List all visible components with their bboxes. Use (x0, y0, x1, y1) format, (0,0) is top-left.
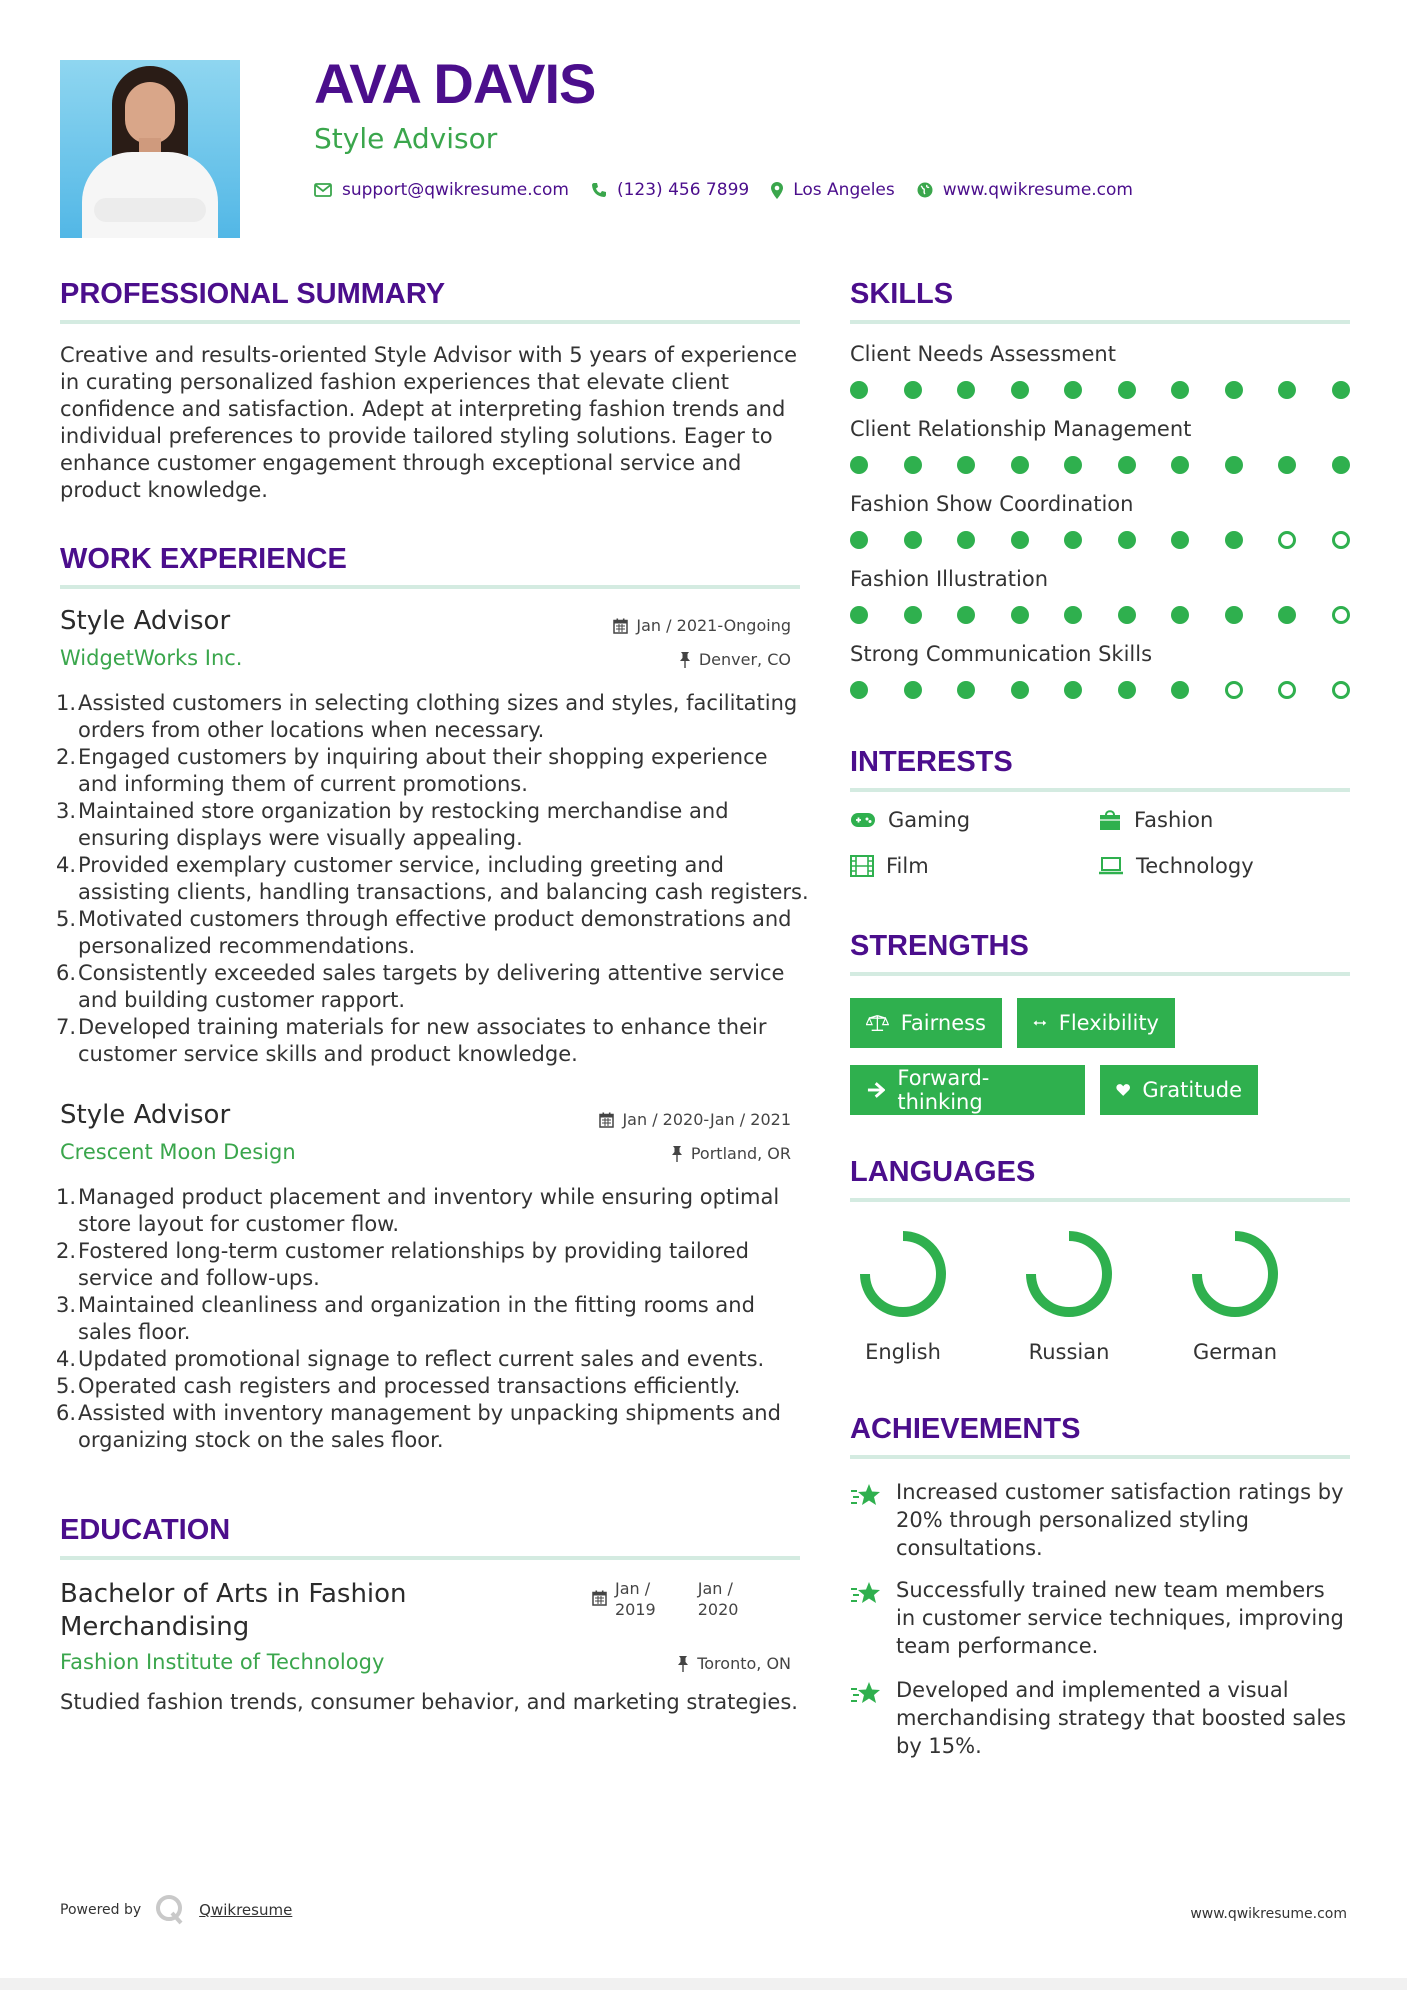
interest-item: Technology (1098, 854, 1254, 878)
job-location-text: Portland, OR (690, 1144, 791, 1163)
job-bullet: 6. Consistently exceeded sales targets by delivering attentive service and building customer rapport. (56, 961, 785, 1012)
skill-dot-filled (1171, 531, 1189, 549)
skill-rating (850, 381, 1350, 403)
skill-dot-filled (1332, 456, 1350, 474)
skill-dot-filled (1064, 531, 1082, 549)
achievements-heading: ACHIEVEMENTS (850, 1413, 1081, 1445)
skill-dot-filled (850, 381, 868, 399)
skill-dot-filled (1225, 381, 1243, 399)
page-bottom-strip (0, 1978, 1407, 1990)
skill-dot-empty (1332, 681, 1350, 699)
gamepad-icon (850, 812, 876, 828)
skill-rating (850, 606, 1350, 628)
heart-icon (1116, 1080, 1130, 1100)
summary-text: Creative and results-oriented Style Advisor with 5 years of experience in curating personalized fashion experiences that elevate client confidence and satisfaction. Adept at interpreting fashion trends and individual preferences to provide tailored styling solutions. Eager to enhance customer engagement through exceptional service and product knowledge. (60, 343, 798, 502)
skill-dot-filled (957, 381, 975, 399)
skill-dot-filled (1064, 456, 1082, 474)
achievement-item: Increased customer satisfaction ratings by 20% through personalized styling consultations. (850, 1478, 1350, 1562)
job-bullet: 2. Engaged customers by inquiring about their shopping experience and informing them of current promotions. (56, 745, 768, 796)
education-description: Studied fashion trends, consumer behavior, and marketing strategies. (60, 1690, 798, 1714)
skill-dot-filled (1011, 606, 1029, 624)
job-company: Crescent Moon Design (60, 1140, 296, 1164)
skill-dot-filled (904, 681, 922, 699)
skill-dot-filled (850, 681, 868, 699)
skill-dot-filled (1118, 381, 1136, 399)
phone-icon (591, 182, 607, 198)
job-location-text: Denver, CO (698, 650, 791, 669)
skill-dot-filled (1011, 681, 1029, 699)
job-dates-text: Jan / 2021-Ongoing (636, 616, 791, 635)
film-icon (850, 855, 874, 877)
education-heading: EDUCATION (60, 1514, 231, 1546)
skill-dot-filled (850, 606, 868, 624)
skill-dot-filled (904, 531, 922, 549)
star-icon (850, 1580, 882, 1608)
job-bullet: 1. Assisted customers in selecting clothing sizes and styles, facilitating orders from other locations when necessary. (56, 691, 798, 742)
skill-dot-filled (1118, 456, 1136, 474)
shopping-bag-icon (1098, 809, 1122, 831)
skill-dot-filled (957, 531, 975, 549)
skills-heading: SKILLS (850, 278, 954, 310)
qwikresume-link[interactable]: Qwikresume (199, 1901, 293, 1919)
degree-title: Bachelor of Arts in Fashion Merchandising (60, 1579, 407, 1642)
skill-dot-filled (1011, 381, 1029, 399)
language-gauge (1023, 1228, 1115, 1320)
summary-heading: PROFESSIONAL SUMMARY (60, 278, 446, 310)
job-bullets (56, 1184, 810, 1454)
profile-photo (60, 60, 240, 238)
job-bullet: 4. Provided exemplary customer service, including greeting and assisting clients, handling transactions, and balancing cash registers. (56, 853, 809, 904)
skill-name: Client Needs Assessment (850, 342, 1116, 366)
job-title: Style Advisor (60, 606, 231, 636)
skill-dot-empty (1332, 606, 1350, 624)
languages-heading: LANGUAGES (850, 1156, 1036, 1188)
contact-location: Los Angeles (793, 180, 895, 200)
skill-dot-filled (1278, 381, 1296, 399)
skill-dot-filled (1225, 606, 1243, 624)
star-icon (850, 1680, 882, 1708)
education-divider (60, 1556, 800, 1560)
strength-tag: Forward-thinking (850, 1065, 1085, 1115)
job-location (671, 1144, 791, 1163)
job-title: Style Advisor (60, 1100, 231, 1130)
skill-dot-filled (1118, 606, 1136, 624)
skill-dot-filled (904, 381, 922, 399)
skill-dot-empty (1278, 531, 1296, 549)
skill-dot-filled (904, 606, 922, 624)
pin-icon (679, 652, 691, 668)
powered-by-text: Powered by (60, 1902, 142, 1918)
skill-dot-filled (957, 606, 975, 624)
job-bullet: 5. Operated cash registers and processed transactions efficiently. (56, 1374, 741, 1398)
contact-bar (314, 178, 1155, 202)
language-item: English (838, 1228, 968, 1364)
pin-icon (677, 1656, 689, 1672)
skill-name: Fashion Illustration (850, 567, 1049, 591)
job-bullet: 1. Managed product placement and inventory while ensuring optimal store layout for customer flow. (56, 1185, 780, 1236)
interests-divider (850, 788, 1350, 792)
strengths-heading: STRENGTHS (850, 930, 1029, 962)
skill-dot-filled (904, 456, 922, 474)
candidate-role: Style Advisor (314, 122, 498, 155)
skill-name: Strong Communication Skills (850, 642, 1153, 666)
skill-rating (850, 531, 1350, 553)
skill-dot-empty (1278, 681, 1296, 699)
skill-name: Fashion Show Coordination (850, 492, 1134, 516)
job-location (679, 650, 791, 669)
job-bullet: 2. Fostered long-term customer relationships by providing tailored service and follow-ups. (56, 1239, 750, 1290)
achievement-item: Developed and implemented a visual merchandising strategy that boosted sales by 15%. (850, 1676, 1350, 1760)
skill-dot-filled (1011, 456, 1029, 474)
qwikresume-logo-icon (155, 1894, 185, 1926)
skill-dot-filled (957, 456, 975, 474)
job-bullets (56, 690, 810, 1068)
skill-dot-filled (1171, 681, 1189, 699)
skill-dot-filled (1332, 381, 1350, 399)
language-gauge (1189, 1228, 1281, 1320)
strengths-divider (850, 972, 1350, 976)
skills-divider (850, 320, 1350, 324)
candidate-name: AVA DAVIS (314, 52, 596, 115)
calendar-icon (599, 1112, 614, 1128)
experience-heading: WORK EXPERIENCE (60, 543, 347, 575)
skill-dot-filled (1171, 456, 1189, 474)
double-arrow-icon (1033, 1016, 1047, 1030)
laptop-icon (1098, 856, 1124, 876)
skill-dot-filled (957, 681, 975, 699)
balance-scale-icon (866, 1012, 889, 1034)
summary-divider (60, 320, 800, 324)
star-icon (850, 1482, 882, 1510)
envelope-icon (314, 183, 332, 197)
job-bullet: 3. Maintained store organization by restocking merchandise and ensuring displays were visually appealing. (56, 799, 729, 850)
footer-website[interactable]: www.qwikresume.com (1190, 1906, 1347, 1922)
skill-dot-filled (1011, 531, 1029, 549)
job-dates (613, 616, 791, 635)
skill-rating (850, 456, 1350, 478)
language-item: Russian (1004, 1228, 1134, 1364)
education-location (677, 1654, 791, 1673)
contact-phone[interactable]: (123) 456 7899 (616, 180, 750, 200)
pin-icon (671, 1146, 683, 1162)
contact-email[interactable]: support@qwikresume.com (342, 180, 569, 200)
skill-dot-filled (1118, 681, 1136, 699)
job-bullet: 6. Assisted with inventory management by unpacking shipments and organizing stock on the sales floor. (56, 1401, 781, 1452)
footer-powered-by (60, 1894, 292, 1926)
job-bullet: 4. Updated promotional signage to reflect current sales and events. (56, 1347, 765, 1371)
interest-item: Gaming (850, 808, 970, 832)
job-bullet: 5. Motivated customers through effective product demonstrations and personalized recommendations. (56, 907, 792, 958)
skill-dot-filled (1118, 531, 1136, 549)
experience-divider (60, 585, 800, 589)
job-dates (599, 1110, 791, 1129)
skill-name: Client Relationship Management (850, 417, 1192, 441)
education-dates: Jan / 2019 Jan / 2020 (592, 1578, 738, 1620)
languages-divider (850, 1198, 1350, 1202)
strength-tag: Flexibility (1017, 998, 1175, 1048)
job-bullet: 3. Maintained cleanliness and organization in the fitting rooms and sales floor. (56, 1293, 755, 1344)
achievements-divider (850, 1455, 1350, 1459)
skill-dot-filled (1171, 381, 1189, 399)
language-gauge (857, 1228, 949, 1320)
skill-dot-filled (1225, 531, 1243, 549)
skill-rating (850, 681, 1350, 703)
skill-dot-filled (1278, 456, 1296, 474)
school-name: Fashion Institute of Technology (60, 1650, 385, 1674)
job-dates-text: Jan / 2020-Jan / 2021 (622, 1110, 791, 1129)
skill-dot-filled (1064, 681, 1082, 699)
skill-dot-empty (1225, 681, 1243, 699)
skill-dot-filled (1064, 381, 1082, 399)
contact-website[interactable]: www.qwikresume.com (942, 180, 1133, 200)
skill-dot-filled (850, 531, 868, 549)
calendar-icon (592, 1590, 607, 1606)
education-location-text: Toronto, ON (697, 1654, 791, 1673)
interest-item: Film (850, 854, 929, 878)
interest-item: Fashion (1098, 808, 1213, 832)
calendar-icon (613, 618, 628, 634)
skill-dot-filled (1064, 606, 1082, 624)
strength-tag: Gratitude (1100, 1065, 1258, 1115)
job-bullet: 7. Developed training materials for new associates to enhance their customer service skills and product knowledge. (56, 1015, 767, 1066)
globe-icon (917, 182, 933, 198)
skill-dot-filled (1225, 456, 1243, 474)
interests-heading: INTERESTS (850, 746, 1013, 778)
skill-dot-filled (1171, 606, 1189, 624)
skill-dot-filled (1278, 606, 1296, 624)
strength-tag: Fairness (850, 998, 1002, 1048)
arrow-right-icon (866, 1081, 885, 1099)
map-marker-icon (771, 182, 783, 199)
skill-dot-filled (850, 456, 868, 474)
job-company: WidgetWorks Inc. (60, 646, 243, 670)
language-item: German (1170, 1228, 1300, 1364)
skill-dot-empty (1332, 531, 1350, 549)
achievement-item: Successfully trained new team members in customer service techniques, improving team performance. (850, 1576, 1350, 1660)
